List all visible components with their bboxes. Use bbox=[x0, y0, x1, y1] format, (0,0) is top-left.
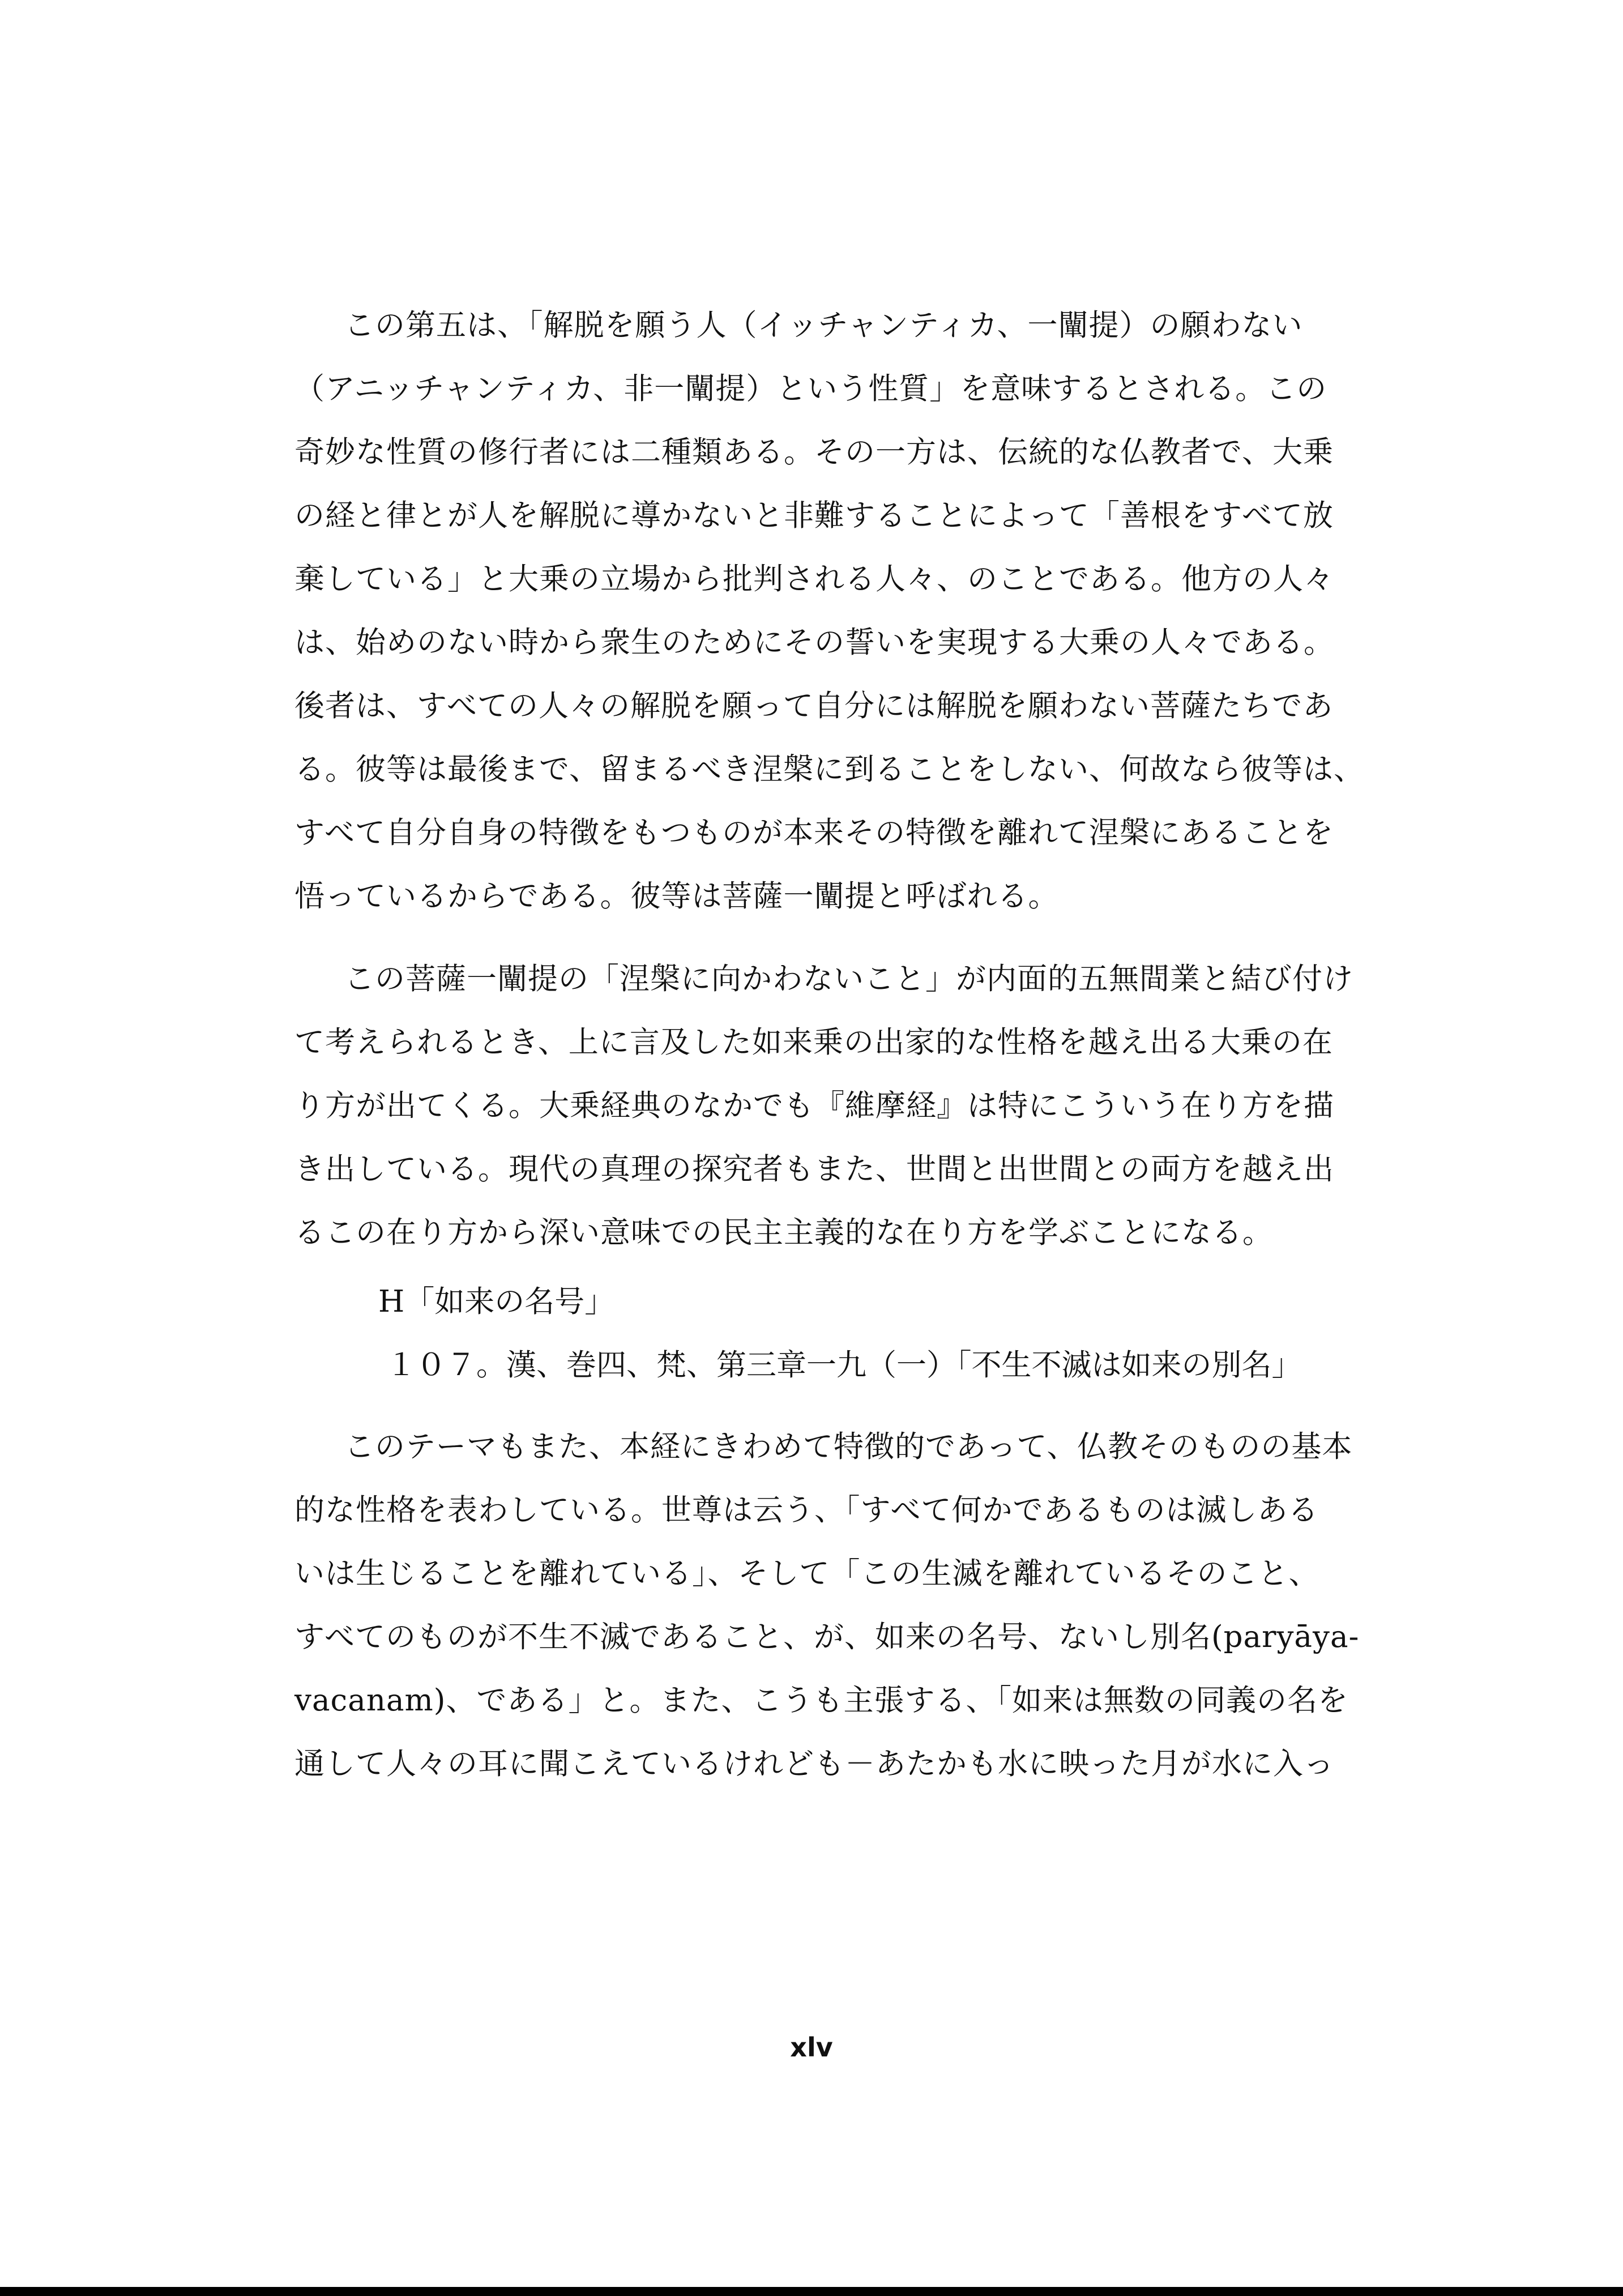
paragraph-line: この菩薩一闡提の「涅槃に向かわないこと」が内面的五無間業と結び付け bbox=[344, 962, 1353, 996]
paragraph-line: は、始めのない時から衆生のためにその誓いを実現する大乗の人々である。 bbox=[294, 625, 1334, 660]
section-heading: H「如来の名号」 bbox=[378, 1284, 615, 1319]
paragraph-line: すべて自分自身の特徴をもつものが本来その特徴を離れて涅槃にあることを bbox=[294, 816, 1334, 850]
paragraph-line: の経と律とが人を解脱に導かないと非難することによって「善根をすべて放 bbox=[294, 498, 1334, 533]
paragraph-line: vacanam)、である」と。また、こうも主張する、「如来は無数の同義の名を bbox=[294, 1683, 1348, 1718]
paragraph-line: この第五は、「解脱を願う人（イッチャンティカ、一闡提）の願わない bbox=[344, 308, 1303, 343]
paragraph-line: 後者は、すべての人々の解脱を願って自分には解脱を願わない菩薩たちであ bbox=[294, 689, 1334, 723]
paragraph-line: 悟っているからである。彼等は菩薩一闡提と呼ばれる。 bbox=[294, 879, 1059, 914]
paragraph-line: るこの在り方から深い意味での民主主義的な在り方を学ぶことになる。 bbox=[294, 1215, 1273, 1250]
paragraph-line: 棄している」と大乗の立場から批判される人々、のことである。他方の人々 bbox=[294, 562, 1334, 596]
paragraph-line: き出している。現代の真理の探究者もまた、世間と出世間との両方を越え出 bbox=[294, 1152, 1334, 1187]
paragraph-line: り方が出てくる。大乗経典のなかでも『維摩経』は特にこういう在り方を描 bbox=[294, 1089, 1334, 1123]
paragraph-line: いは生じることを離れている」、そして「この生滅を離れているそのこと、 bbox=[294, 1556, 1319, 1591]
paragraph-line: このテーマもまた、本経にきわめて特徴的であって、仏教そのものの基本 bbox=[344, 1429, 1353, 1464]
paragraph-line: 通して人々の耳に聞こえているけれども－あたかも水に映った月が水に入っ bbox=[294, 1747, 1334, 1781]
page-number: xlv bbox=[790, 2032, 833, 2063]
paragraph-line: 的な性格を表わしている。世尊は云う、「すべて何かであるものは滅しある bbox=[294, 1493, 1319, 1527]
paragraph-line: 奇妙な性質の修行者には二種類ある。その一方は、伝統的な仏教者で、大乗 bbox=[294, 435, 1334, 470]
paragraph-line: すべてのものが不生不滅であること、が、如来の名号、ないし別名(paryāya- bbox=[294, 1620, 1360, 1654]
paragraph-line: て考えられるとき、上に言及した如来乗の出家的な性格を越え出る大乗の在 bbox=[294, 1025, 1333, 1060]
subsection-heading: １０７。漢、巻四、梵、第三章一九（一）「不生不滅は如来の別名」 bbox=[386, 1348, 1302, 1382]
paragraph-line: る。彼等は最後まで、留まるべき涅槃に到ることをしない、何故なら彼等は、 bbox=[294, 752, 1364, 787]
paragraph-line: （アニッチャンティカ、非一闡提）という性質」を意味するとされる。この bbox=[294, 372, 1327, 406]
scan-edge-bar bbox=[0, 2287, 1623, 2296]
